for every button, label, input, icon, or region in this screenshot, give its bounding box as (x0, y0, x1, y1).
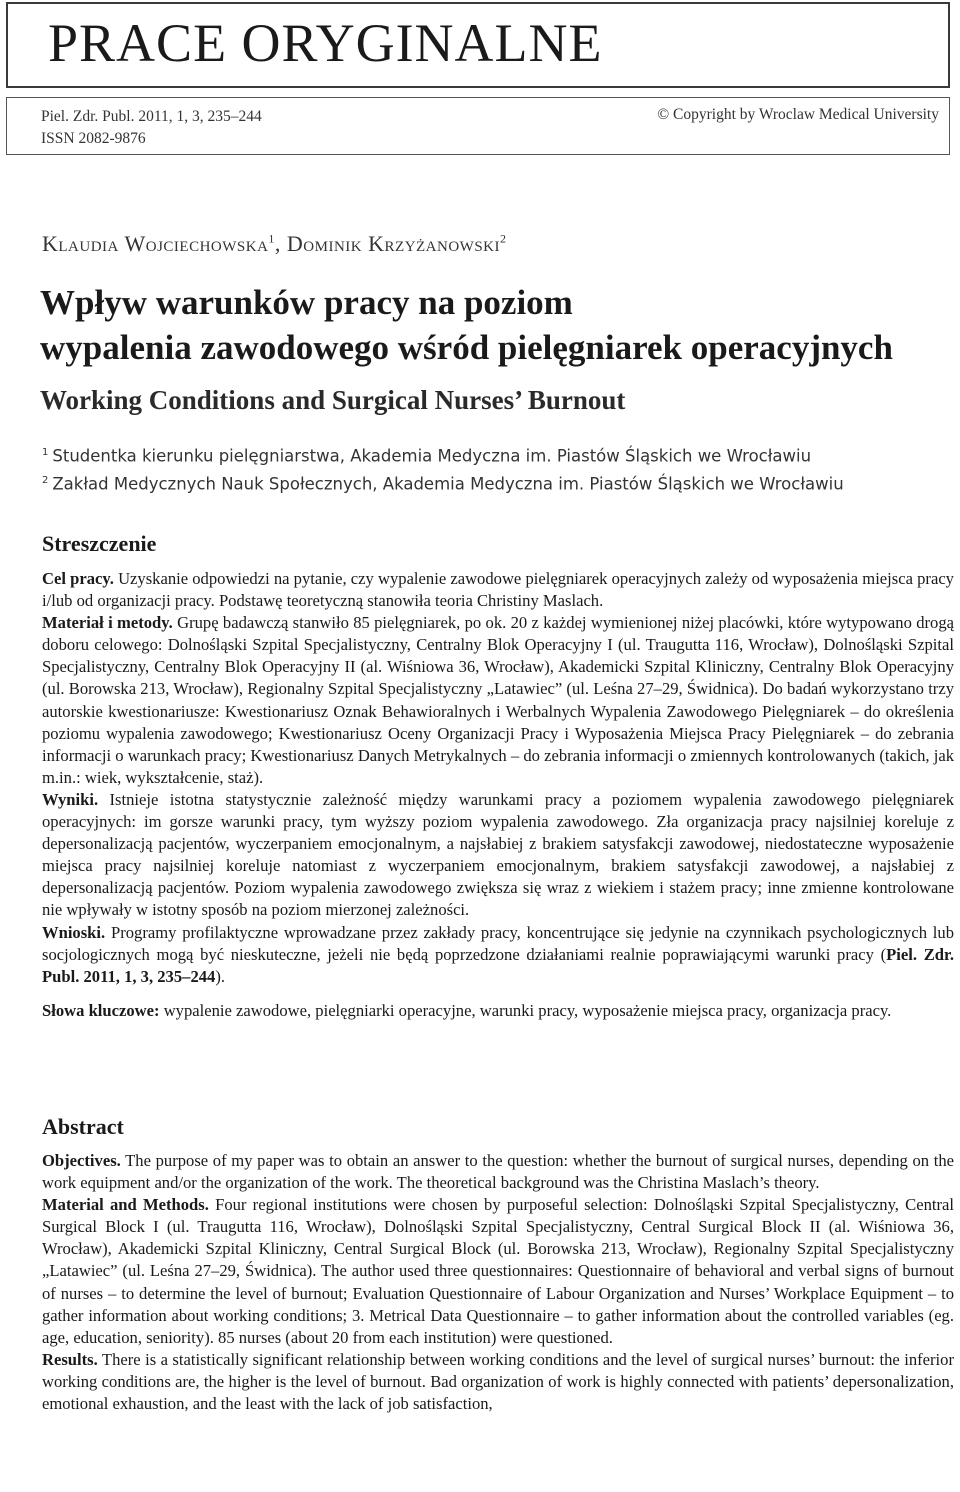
paragraph-label: Materiał i metody. (42, 613, 173, 633)
paragraph-label: Wyniki. (42, 789, 99, 809)
affiliation-text: Zakład Medycznych Nauk Społecznych, Akademia Medyczna im. Piastów Śląskich we Wrocławiu (52, 474, 844, 493)
article-title-polish (40, 280, 893, 370)
citation-reference: Piel. Zdr. Publ. 2011, 1, 3, 235–244 (42, 944, 954, 986)
paragraph-text: Grupę badawczą stanwiło 85 pielęgniarek, po ok. 20 z każdej wymienionej niżej placówki, które wytypowano drogą doboru celowego: Dolnośląski Szpital Specjalistyczny, Centralny Blok Operacyjny I (ul. Traugutta 116, Wrocław), Dolnośląski Szpital Specjalistyczny, Centralny Blok Operacyjny II (al. Wiśniowa 36, Wrocław), Akademicki Szpital Kliniczny, Centralny Blok Operacyjny (ul. Borowska 213, Wrocław), Regionalny Szpital Specjalistyczny „Latawiec” (ul. Leśna 27–29, Świdnica). Do badań wykorzystano trzy autorskie kwestionariusze: Kwestionariusz Oznak Behawioralnych i Werbalnych Wypalenia Zawodowego Pielęgniarek – do określenia poziomu wypalenia zawodowego; Kwestionariusz Oceny Organizacji Pracy i Wyposażenia Miejsca Pracy Pielęgniarek – do zebrania informacji o warunkach pracy; Kwestionariusz Danych Metrykalnych – do zebrania informacji o zmiennych kontrolowanych (takich, jak m.in.: wiek, wykształcenie, staż). (42, 613, 954, 787)
title-line: wypalenia zawodowego wśród pielęgniarek operacyjnych (40, 328, 893, 367)
abstract-english (42, 1150, 954, 1415)
paragraph-text: Programy profilaktyczne wprowadzane przez zakłady pracy, koncentrujące się jedynie na czynnikach psychologicznych lub socjologicznych mogą być nieskuteczne, jeżeli nie będą poprzedzone działaniami realnie poprawiającymi warunki pracy ( (42, 922, 954, 964)
paragraph-text: Four regional institutions were chosen by purposeful selection: Dolnośląski Szpital Specjalistyczny, Central Surgical Block I (ul. Traugutta 116, Wrocław), Dolnośląski Szpital Specjalistyczny, Central Surgical Block II (al. Wiśniowa 36, Wrocław), Akademicki Szpital Kliniczny, Central Surgical Block (ul. Borowska 213, Wrocław), Regionalny Szpital Specjalistyczny „Latawiec” (ul. Leśna 27–29, Świdnica). The author used three questionnaires: Questionnaire of behavioral and verbal signs of burnout of nurses – to determine the level of burnout; Evaluation Questionnaire of Labour Organization and Nurses’ Workplace Equipment – to gather information about working conditions; 3. Metrical Data Questionnaire – to gather information about the controlled variables (eg. age, education, seniority). 85 nurses (about 20 from each institution) were questioned. (42, 1195, 955, 1347)
keywords-text: wypalenie zawodowe, pielęgniarki operacyjne, warunki pracy, wyposażenie miejsca pracy, organizacja pracy. (159, 1000, 892, 1020)
abstract-paragraph (42, 568, 954, 612)
paragraph-label: Results. (42, 1349, 98, 1369)
paragraph-label: Objectives. (42, 1151, 121, 1170)
abstract-paragraph (42, 789, 954, 922)
paragraph-label: Wnioski. (42, 922, 106, 942)
paragraph-text: Istnieje istotna statystycznie zależność między warunkami pracy a poziomem wypalenia zawodowego pielęgniarek operacyjnych: im gorsze warunki pracy, tym wyższy poziom wypalenia zawodowego. Zła organizacja pracy najsilniej koreluje z depersonalizacją pacjentów, wyczerpaniem emocjonalnym, a najsłabiej z brakiem satysfakcji zawodowej, niedostateczne wyposażenie miejsca pracy najsilniej koreluje natomiast z wyczerpaniem emocjonalnym, brakiem satysfakcji zawodowej, a najsłabiej z depersonalizacją pacjentów. Poziom wypalenia zawodowego zwiększa się wraz z wiekiem i stażem pracy; inne zmienne kontrolowane nie wpływały w istotny sposób na poziom mierzonej zależności. (42, 789, 954, 920)
journal-citation: Piel. Zdr. Publ. 2011, 1, 3, 235–244 (41, 108, 262, 125)
affiliation-number: 2 (42, 474, 49, 486)
author-separator: , (274, 231, 287, 256)
paragraph-text: Uzyskanie odpowiedzi na pytanie, czy wypalenie zawodowe pielęgniarek operacyjnych zależy od wyposażenia miejsca pracy i/lub od organizacji pracy. Podstawę teoretyczną stanowiła teoria Christiny Maslach. (42, 569, 954, 611)
abstract-paragraph (42, 1150, 954, 1194)
keywords (42, 1000, 954, 1022)
paragraph-label: Material and Methods. (42, 1195, 209, 1215)
title-line: Wpływ warunków pracy na poziom (40, 283, 573, 322)
affiliations (42, 441, 844, 496)
author-list (42, 231, 507, 257)
abstract-paragraph (42, 1194, 954, 1349)
affiliation-text: Studentka kierunku pielęgniarstwa, Akademia Medyczna im. Piastów Śląskich we Wrocławiu (52, 446, 812, 466)
abstract-paragraph (42, 922, 954, 988)
affiliation-item (42, 441, 844, 469)
journal-issn: ISSN 2082-9876 (41, 130, 146, 147)
author-affiliation-mark: 2 (500, 231, 507, 246)
author-affiliation-mark: 1 (268, 231, 275, 246)
section-banner (6, 2, 950, 88)
author-name: Klaudia Wojciechowska (42, 231, 269, 256)
paragraph-label: Cel pracy. (42, 569, 114, 588)
paragraph-text: There is a statistically significant relationship between working conditions and the level of surgical nurses’ burnout: the inferior working conditions are, the higher is the level of burnout. Bad organization of work is highly connected with patients’ depersonalization, emotional exhaustion, and the least with the lack of job satisfaction, (42, 1349, 954, 1414)
abstract-paragraph (42, 612, 954, 789)
section-title: PRACE ORYGINALNE (48, 13, 603, 73)
author-name: Dominik Krzyżanowski (286, 231, 501, 256)
affiliation-item (42, 469, 844, 497)
affiliation-number: 1 (42, 447, 49, 458)
copyright-notice: © Copyright by Wroclaw Medical University (657, 106, 939, 123)
article-title-english: Working Conditions and Surgical Nurses’ Burnout (40, 385, 626, 415)
journal-citation-block (41, 106, 262, 150)
paragraph-text: The purpose of my paper was to obtain an answer to the question: whether the burnout of surgical nurses, depending on the work equipment and/or the organization of the work. The theoretical background was the Christina Maslach’s theory. (42, 1151, 954, 1193)
paragraph-text-end: ). (215, 966, 226, 986)
keywords-label: Słowa kluczowe: (42, 1000, 160, 1020)
abstract-paragraph (42, 1349, 954, 1415)
abstract-polish (42, 568, 954, 1022)
section-heading-streszczenie: Streszczenie (42, 531, 157, 556)
section-heading-abstract: Abstract (42, 1114, 124, 1139)
journal-info-box (6, 97, 950, 155)
